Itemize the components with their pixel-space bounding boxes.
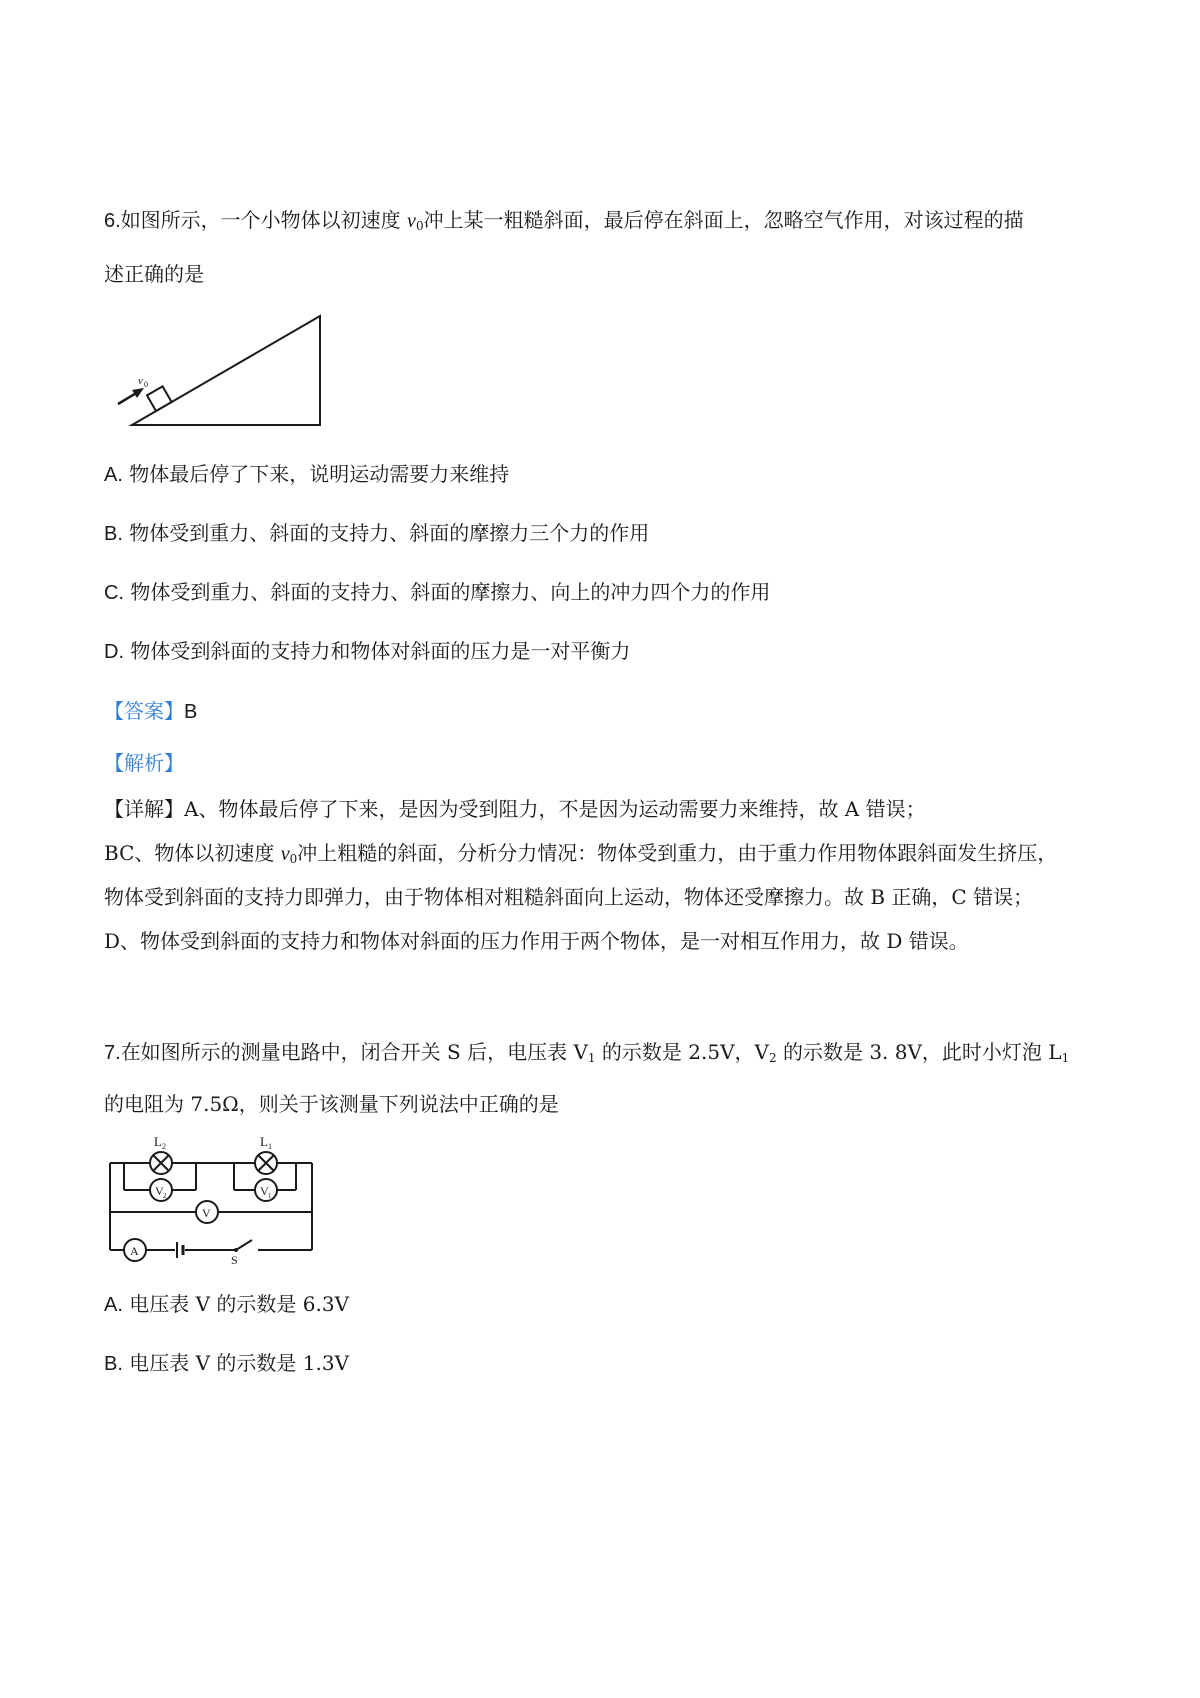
label-v1: V (260, 1184, 269, 1198)
option-letter: C. (104, 582, 124, 604)
q6-option-c (104, 580, 770, 605)
q6-option-d (104, 639, 630, 664)
q6-number: 6. (104, 210, 121, 232)
option-text: 物体受到重力、斜面的支持力、斜面的摩擦力三个力的作用 (129, 521, 650, 545)
option-letter: D. (104, 641, 124, 663)
q7-stem-part-c: 的示数是 3. 8V，此时小灯泡 L (776, 1040, 1062, 1064)
label-v: V (202, 1206, 211, 1220)
detail-part-b: 冲上粗糙的斜面，分析分力情况：物体受到重力，由于重力作用物体跟斜面发生挤压， (297, 841, 1058, 865)
q7-stem-part-a: 在如图所示的测量电路中，闭合开关 S 后，电压表 V (120, 1040, 588, 1064)
option-letter: B. (104, 1353, 123, 1375)
velocity-label-sub: 0 (144, 380, 148, 389)
q6-stem-line2: 述正确的是 (104, 262, 204, 286)
option-text: 电压表 V 的示数是 6.3V (129, 1292, 350, 1316)
option-text: 物体受到斜面的支持力和物体对斜面的压力是一对平衡力 (130, 639, 631, 663)
incline-figure (108, 310, 348, 440)
label-v2-sub: 2 (163, 1192, 167, 1200)
q6-stem-line1 (104, 208, 1024, 233)
q6-option-b (104, 521, 649, 546)
label-l1: L (260, 1134, 268, 1149)
q7-sub-1: 1 (587, 1051, 596, 1065)
label-a: A (130, 1244, 139, 1258)
q6-option-a (104, 462, 509, 487)
q7-option-a (104, 1292, 349, 1317)
option-text: 物体受到重力、斜面的支持力、斜面的摩擦力、向上的冲力四个力的作用 (130, 580, 771, 604)
answer-label: 【答案】 (104, 699, 184, 723)
q6-v-symbol: v (407, 210, 416, 232)
detail-v-symbol: v (280, 843, 290, 865)
q6-detail-line1: 【详解】A、物体最后停了下来，是因为受到阻力，不是因为运动需要力来维持，故 A 错误； (104, 797, 926, 821)
q6-v-subscript: 0 (415, 219, 424, 233)
q7-stem-part-b: 的示数是 2.5V，V (595, 1040, 769, 1064)
lamp-l2-symbol (150, 1152, 172, 1174)
label-v1-sub: 1 (268, 1192, 272, 1200)
option-letter: A. (104, 464, 123, 486)
q6-stem-part-b: 冲上某一粗糙斜面，最后停在斜面上，忽略空气作用，对该过程的描 (423, 208, 1024, 232)
q7-number: 7. (104, 1042, 121, 1064)
answer-value: B (184, 701, 198, 723)
q6-stem-part-a: 如图所示，一个小物体以初速度 (120, 208, 408, 232)
q6-detail-line2 (104, 841, 1057, 866)
velocity-arrow-head (132, 388, 144, 398)
detail-part-a: BC、物体以初速度 (104, 841, 281, 865)
label-v2: V (155, 1184, 164, 1198)
label-l2-sub: 2 (162, 1142, 166, 1151)
option-text: 物体最后停了下来，说明运动需要力来维持 (129, 462, 510, 486)
switch-contact (234, 1248, 238, 1252)
q6-answer (104, 699, 197, 724)
q7-stem-line2: 的电阻为 7.5Ω，则关于该测量下列说法中正确的是 (104, 1092, 559, 1116)
circuit-figure (100, 1132, 330, 1264)
label-l2: L (154, 1134, 162, 1149)
lamp-l1-symbol (255, 1152, 277, 1174)
q6-detail-line4: D、物体受到斜面的支持力和物体对斜面的压力作用于两个物体，是一对相互作用力，故 D 错误。 (104, 929, 969, 953)
q7-option-b (104, 1351, 349, 1376)
q6-analysis-label: 【解析】 (104, 751, 184, 775)
q7-sub-3: 1 (1061, 1051, 1070, 1065)
block (147, 386, 172, 411)
option-letter: B. (104, 523, 123, 545)
option-text: 电压表 V 的示数是 1.3V (129, 1351, 350, 1375)
q7-stem-line1 (104, 1040, 1069, 1065)
q6-detail-line3: 物体受到斜面的支持力即弹力，由于物体相对粗糙斜面向上运动，物体还受摩擦力。故 B 正确，C 错误； (104, 885, 1034, 909)
detail-v-subscript: 0 (289, 852, 298, 866)
label-s: S (231, 1253, 238, 1264)
option-letter: A. (104, 1294, 123, 1316)
label-l1-sub: 1 (268, 1142, 272, 1151)
q7-sub-2: 2 (768, 1051, 777, 1065)
velocity-label: v (138, 375, 143, 387)
